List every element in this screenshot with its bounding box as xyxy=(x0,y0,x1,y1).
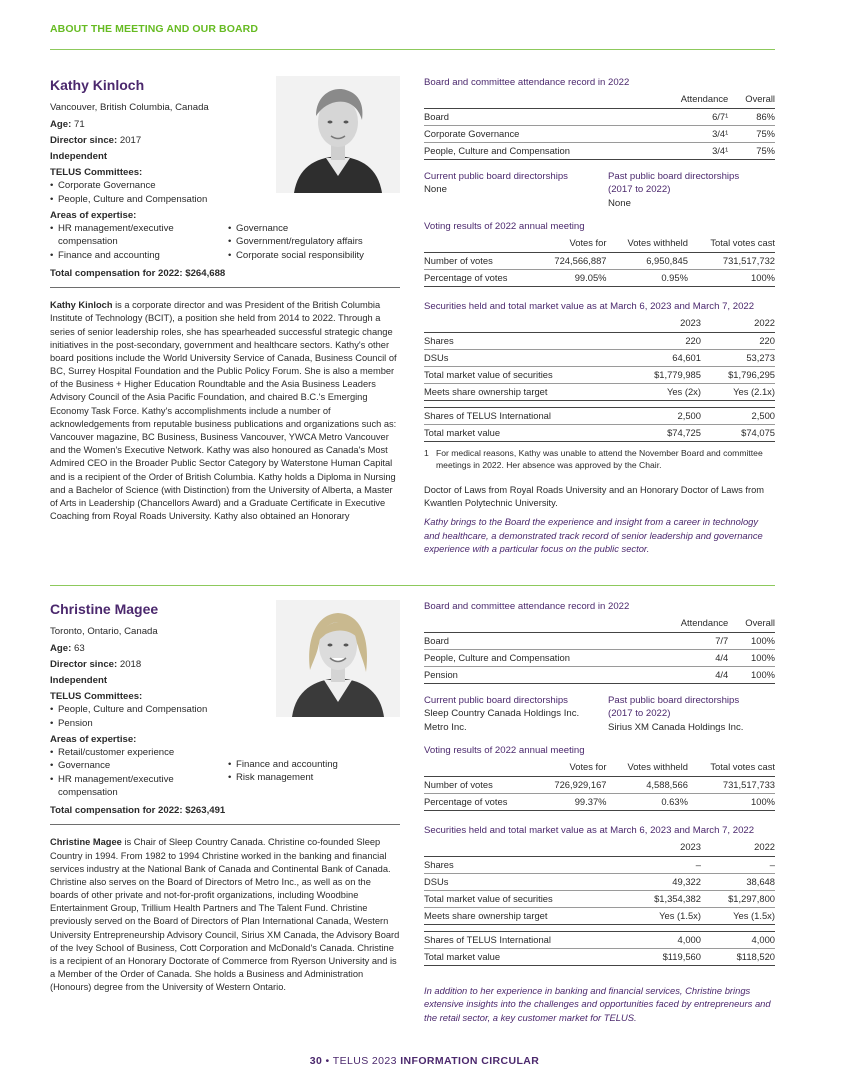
table-row: Total market value of securities $1,779,985 $1,796,295 xyxy=(424,367,775,384)
committees: TELUS Committees: • People, Culture and Compensation • Pension xyxy=(50,690,400,730)
expertise-item: • HR management/executive compensation xyxy=(50,222,228,248)
attendance-table: Attendance Overall Board 7/7 100% People, Culture and Compensation 4/4 100% Pension 4/4 100% xyxy=(424,616,775,684)
director-stats xyxy=(424,600,775,1024)
areas-of-expertise: Areas of expertise: • Retail/customer experience • Governance • HR management/executive compensation • Finance and accounting • Risk management xyxy=(50,733,400,799)
table-row: DSUs 49,322 38,648 xyxy=(424,874,775,891)
table-row: Number of votes 724,566,887 6,950,845 731,517,732 xyxy=(424,253,775,270)
footer-doc-title: INFORMATION CIRCULAR xyxy=(400,1055,540,1067)
table-row: People, Culture and Compensation 3/4¹ 75% xyxy=(424,143,775,160)
total-compensation: Total compensation for 2022: $263,491 xyxy=(50,805,226,817)
divider xyxy=(50,824,400,825)
committee-item: • People, Culture and Compensation xyxy=(50,193,400,206)
expertise-item: • HR management/executive compensation xyxy=(50,773,228,799)
expertise-item: • Finance and accounting xyxy=(50,249,228,262)
committee-item: • People, Culture and Compensation xyxy=(50,703,400,716)
total-compensation: Total compensation for 2022: $264,688 xyxy=(50,267,226,279)
director-quote: In addition to her experience in banking and financial services, Christine brings extensive insights into the challenges and opportunities faced by entrepreneurs and the retail sector, a key customer market for TELUS. xyxy=(424,984,771,1023)
director-stats xyxy=(424,76,775,555)
committee-item: • Pension xyxy=(50,717,400,730)
table-row: Number of votes 726,929,167 4,588,566 731,517,733 xyxy=(424,777,775,794)
director-quote: Kathy brings to the Board the experience and insight from a career in technology and healthcare, a demonstrated track record of senior leadership and governance experience with a particular focus on the public sector. xyxy=(424,516,763,555)
portrait-image xyxy=(276,76,400,193)
board-directorships xyxy=(424,694,775,734)
securities-table: 2023 2022 Shares 220 220 DSUs 64,601 53,273 Total market value of securities $1,779,985 $1,796,295 Meets share ownership target Yes (2x) Yes (2.1x) Shares of TELUS International 2,500 2,500 Total market value $74,725 $74,075 xyxy=(424,316,775,442)
director-bio: Kathy Kinloch is a corporate director and was President of the British Columbia Institute of Technology (BCIT), a position she held from 2014 to 2022. Through a series of senior leadership roles, she has spearheaded successful strategic change initiatives in the post-secondary, government and healthcare sectors. Kathy's other board positions include the World University Service of Canada, Business Council of BC, Surrey Hospital Foundation and the Public Policy Forum. She is also a member of the Business + Higher Education Roundtable and the Asia Business Leaders Advisory Council of the Asia Pacific Foundation, and chaired B.C.'s Emerging Economy Task Force. Kathy's accomplishments include a number of acknowledgements from reputable business publications and organizations such as: Vancouver magazine, BC Business, Business Vancouver, YWCA Metro Vancouver and the Women's Executive Network. Kathy was also honoured as Canada's Most Admired CEO in the Broader Public Sector Category by Waterstone Human Capital and is a recipient of the Order of British Columbia. Kathy holds a Diploma in Nursing and a Bachelor of Science (with Distinction) from the University of Alberta, a Master of Arts in Leadership (Chancellors Award) and a Graduate Certificate in Executive Coaching from Royal Roads University. Kathy also obtained an Honorary xyxy=(50,300,397,522)
expertise-item: • Governance xyxy=(228,222,400,235)
page-footer xyxy=(0,1054,849,1068)
securities-table: 2023 2022 Shares – – DSUs 49,322 38,648 Total market value of securities $1,354,382 $1,297,800 Meets share ownership target Yes (1.5x) Yes (1.5x) Shares of TELUS International 4,000 4,000 Total market value $119,560 $118,520 xyxy=(424,840,775,966)
table-row: Board 7/7 100% xyxy=(424,633,775,650)
director-name: Christine Magee xyxy=(50,601,159,617)
table-row: Meets share ownership target Yes (1.5x) Yes (1.5x) xyxy=(424,908,775,925)
securities-heading: Securities held and total market value as at March 6, 2023 and March 7, 2022 xyxy=(424,300,755,312)
committees: TELUS Committees: • Corporate Governance • People, Culture and Compensation xyxy=(50,166,400,206)
attendance-heading: Board and committee attendance record in 2022 xyxy=(424,77,630,88)
table-row: Percentage of votes 99.05% 0.95% 100% xyxy=(424,269,775,286)
voting-heading: Voting results of 2022 annual meeting xyxy=(424,744,585,756)
current-directorships: Current public board directorships None xyxy=(424,171,568,196)
bio-continuation: Doctor of Laws from Royal Roads University and an Honorary Doctor of Laws from Kwantlen Polytechnic University. xyxy=(424,484,764,508)
expertise-item: • Governance xyxy=(50,759,228,772)
director-age: Age: 71 xyxy=(50,118,85,130)
page-number: 30 xyxy=(309,1055,323,1067)
table-row: Meets share ownership target Yes (2x) Yes (2.1x) xyxy=(424,384,775,401)
director-status: Independent xyxy=(50,675,108,687)
director-since: Director since: 2018 xyxy=(50,658,142,670)
board-directorships xyxy=(424,170,775,210)
attendance-heading: Board and committee attendance record in 2022 xyxy=(424,601,630,612)
director-location: Toronto, Ontario, Canada xyxy=(50,626,158,638)
table-row: DSUs 64,601 53,273 xyxy=(424,350,775,367)
table-row: Percentage of votes 99.37% 0.63% 100% xyxy=(424,793,775,810)
expertise-item: • Corporate social responsibility xyxy=(228,249,400,262)
director-location: Vancouver, British Columbia, Canada xyxy=(50,102,209,114)
director-status: Independent xyxy=(50,151,108,163)
expertise-item: • Finance and accounting xyxy=(228,758,400,771)
table-row: People, Culture and Compensation 4/4 100% xyxy=(424,650,775,667)
footer-separator: • xyxy=(325,1055,330,1067)
director-name: Kathy Kinloch xyxy=(50,77,145,93)
director-photo xyxy=(276,600,400,717)
voting-heading: Voting results of 2022 annual meeting xyxy=(424,220,585,232)
header-divider xyxy=(50,49,775,50)
expertise-item: • Risk management xyxy=(228,771,400,784)
table-row: Total market value $119,560 $118,520 xyxy=(424,949,775,966)
past-directorships: Past public board directorships (2017 to 2022) None xyxy=(608,171,740,209)
table-row: Shares of TELUS International 4,000 4,000 xyxy=(424,932,775,949)
portrait-image xyxy=(276,600,400,717)
committee-item: • Corporate Governance xyxy=(50,179,400,192)
expertise-item: • Retail/customer experience xyxy=(50,746,228,759)
areas-of-expertise: Areas of expertise: • HR management/executive compensation • Finance and accounting • Governance • Government/regulatory affairs • Corporate social responsibility xyxy=(50,209,400,262)
voting-table: Votes for Votes withheld Total votes cast Number of votes 724,566,887 6,950,845 731,517,732 Percentage of votes 99.05% 0.95% 100% xyxy=(424,236,775,287)
securities-heading: Securities held and total market value as at March 6, 2023 and March 7, 2022 xyxy=(424,824,755,836)
director-since: Director since: 2017 xyxy=(50,134,142,146)
expertise-item: • Government/regulatory affairs xyxy=(228,235,400,248)
table-row: Pension 4/4 100% xyxy=(424,667,775,684)
past-directorships: Past public board directorships (2017 to 2022) Sirius XM Canada Holdings Inc. xyxy=(608,695,744,733)
footer-doc-prefix: TELUS 2023 xyxy=(332,1055,397,1067)
director-age: Age: 63 xyxy=(50,642,85,654)
table-row: Shares of TELUS International 2,500 2,500 xyxy=(424,408,775,425)
current-directorships: Current public board directorships Sleep Country Canada Holdings Inc. Metro Inc. xyxy=(424,695,580,733)
attendance-table: Attendance Overall Board 6/7¹ 86% Corporate Governance 3/4¹ 75% People, Culture and Compensation 3/4¹ 75% xyxy=(424,92,775,160)
table-row: Total market value of securities $1,354,382 $1,297,800 xyxy=(424,891,775,908)
section-divider xyxy=(50,585,775,586)
table-row: Board 6/7¹ 86% xyxy=(424,109,775,126)
table-row: Shares – – xyxy=(424,857,775,874)
director-photo xyxy=(276,76,400,193)
table-row: Total market value $74,725 $74,075 xyxy=(424,425,775,442)
table-row: Shares 220 220 xyxy=(424,333,775,350)
voting-table: Votes for Votes withheld Total votes cast Number of votes 726,929,167 4,588,566 731,517,733 Percentage of votes 99.37% 0.63% 100% xyxy=(424,760,775,811)
director-bio: Christine Magee is Chair of Sleep Country Canada. Christine co-founded Sleep Country in 1994. From 1982 to 1994 Christine worked in the banking and financial services industry at the National Bank of Canada and Continental Bank of Canada. Christine also serves on the Board of Directors of Metro Inc., as well as on the boards of other private and not-for-profit organizations, including Woodbine Entertainment Group, Trillium Health Partners and The Talent Fund. Christine previously served on the Board of Directors of Plan International Canada, Western University Entrepreneurship Advisory Council, Sirius XM Canada, the Advisory Board of the Ivey School of Business, Cott Corporation and McDonald's Canada. Christine is a recipient of an Honorary Doctorate of Commerce from Ryerson University and is a Member of the Order of Canada. She holds a Business and Administration (Honours) degree from the University of Western Ontario. xyxy=(50,837,400,993)
divider xyxy=(50,287,400,288)
table-row: Corporate Governance 3/4¹ 75% xyxy=(424,126,775,143)
page-header: ABOUT THE MEETING AND OUR BOARD xyxy=(50,23,259,35)
footnote: 1 For medical reasons, Kathy was unable to attend the November Board and committee meetings in 2022. Her absence was approved by the Chair. xyxy=(424,447,763,470)
